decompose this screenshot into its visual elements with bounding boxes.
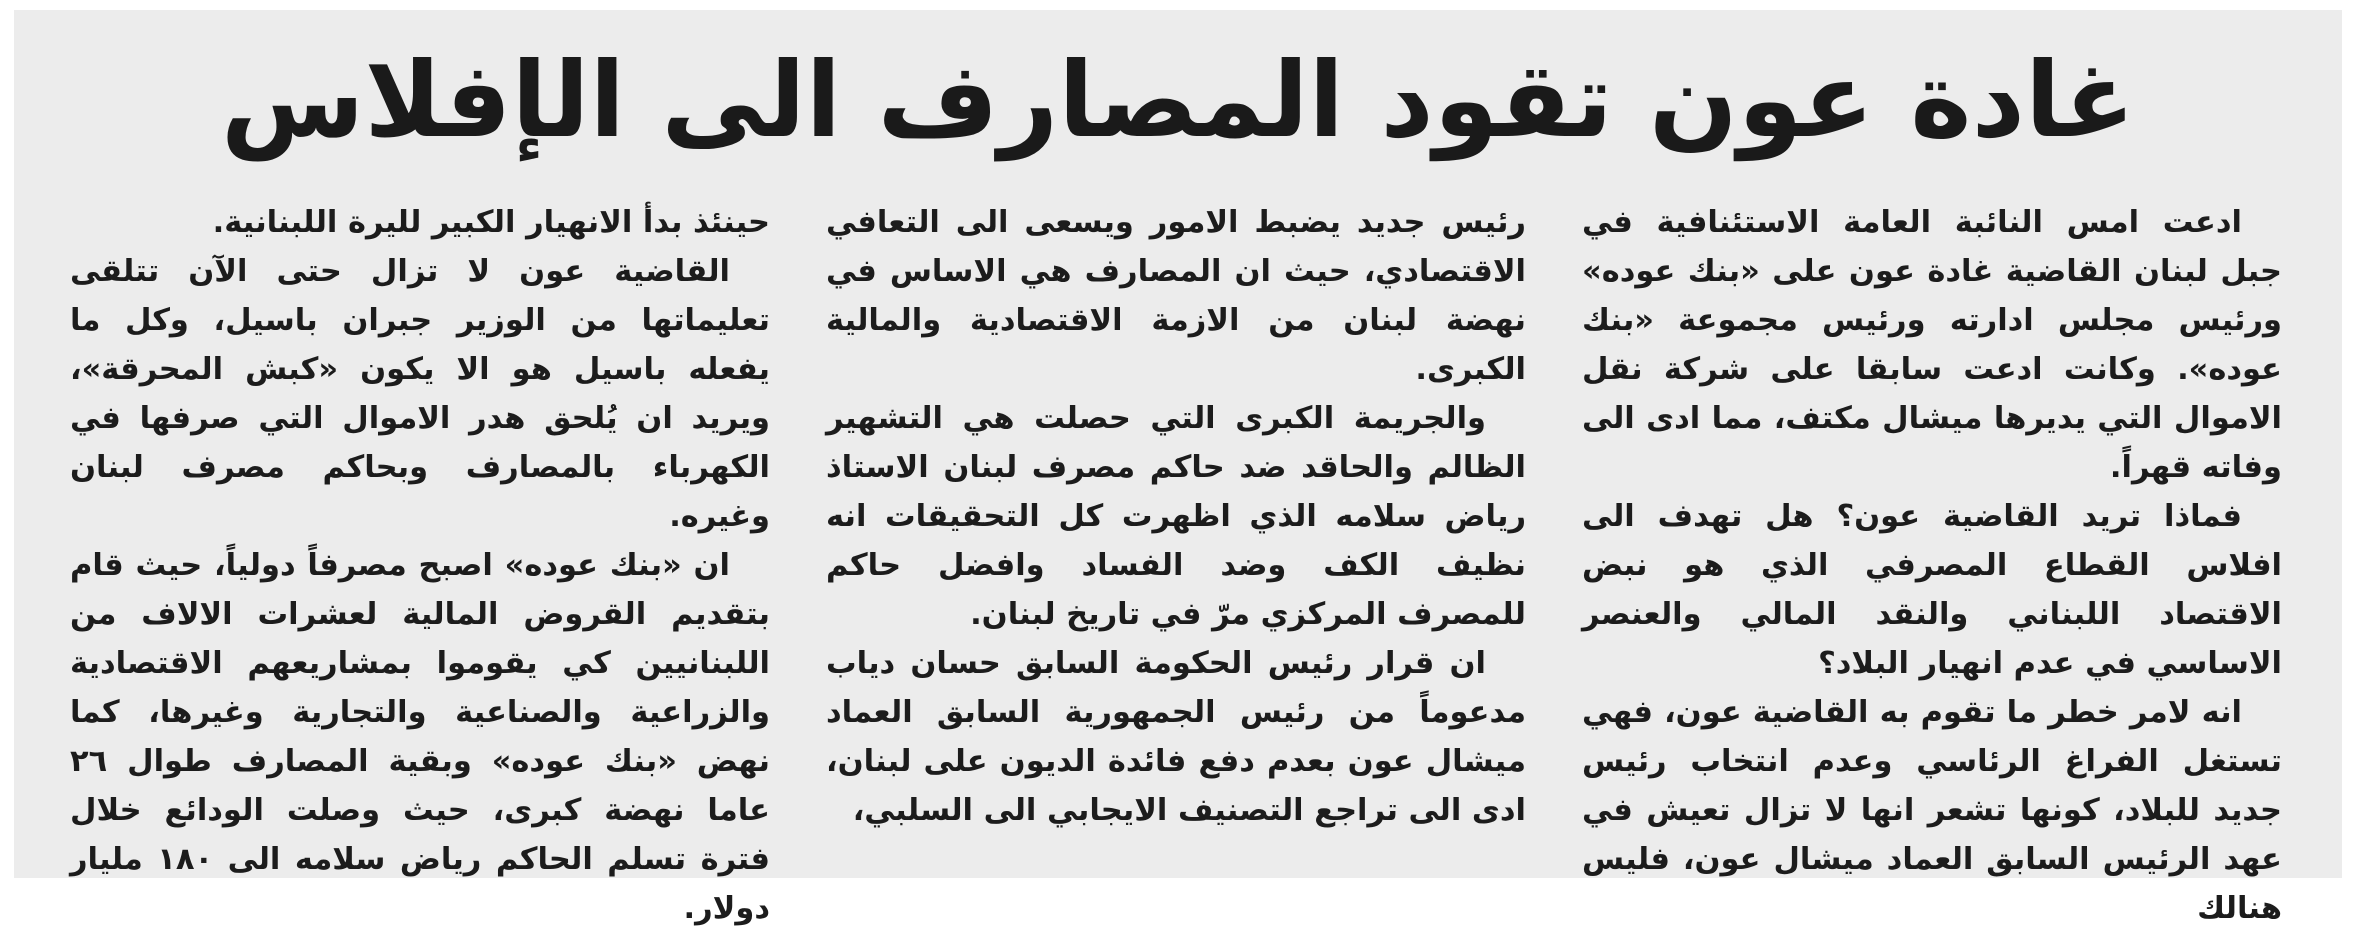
- article-paragraph: فماذا تريد القاضية عون؟ هل تهدف الى افلاس القطاع المصرفي الذي هو نبض الاقتصاد اللبناني والنقد المالي والعنصر الاساسي في عدم انهيار البلاد؟: [1582, 499, 2282, 681]
- article-paragraph: رئيس جديد يضبط الامور ويسعى الى التعافي الاقتصادي، حيث ان المصارف هي الاساس في نهضة لبنان من الازمة الاقتصادية والمالية الكبرى.: [826, 205, 1526, 387]
- article-paragraph: القاضية عون لا تزال حتى الآن تتلقى تعليماتها من الوزير جبران باسيل، وكل ما يفعله باسيل هو الا يكون «كبش المحرقة»، ويريد ان يُلحق هدر الاموال التي صرفها في الكهرباء بالمصارف وبحاكم مصرف لبنان وغيره.: [70, 254, 770, 534]
- article-column-3: [70, 198, 771, 926]
- article-paragraph: انه لامر خطر ما تقوم به القاضية عون، فهي تستغل الفراغ الرئاسي وعدم انتخاب رئيس جديد للبلاد، كونها تشعر انها لا تزال تعيش في عهد الرئيس السابق العماد ميشال عون، فليس هنالك: [1582, 695, 2282, 926]
- article-column-1: [1582, 198, 2282, 926]
- article-headline: غادة عون تقود المصارف الى الإفلاس: [220, 39, 2136, 161]
- article-paragraph: والجريمة الكبرى التي حصلت هي التشهير الظالم والحاقد ضد حاكم مصرف لبنان الاستاذ رياض سلامه الذي اظهرت كل التحقيقات انه نظيف الكف وضد الفساد وافضل حاكم للمصرف المركزي مرّ في تاريخ لبنان.: [826, 401, 1526, 632]
- article-paragraph: ان «بنك عوده» اصبح مصرفاً دولياً، حيث قام بتقديم القروض المالية لعشرات الالاف من اللبنانيين كي يقوموا بمشاريعهم الاقتصادية والزراعية والصناعية والتجارية وغيرها، كما نهض «بنك عوده» وبقية المصارف طوال ٢٦ عاما نهضة كبرى، حيث وصلت الودائع خلال فترة تسلم الحاكم رياض سلامه الى ١٨٠ مليار دولار.: [70, 548, 771, 926]
- article-column-2: [826, 198, 1526, 868]
- newspaper-clipping: [14, 10, 2342, 926]
- article-paragraph: ادعت امس النائبة العامة الاستئنافية في جبل لبنان القاضية غادة عون على «بنك عوده» ورئيس مجلس ادارته ورئيس مجموعة «بنك عوده». وكانت ادعت سابقا على شركة نقل الاموال التي يديرها ميشال مكتف، مما ادى الى وفاته قهراً.: [1582, 205, 2282, 485]
- article-paragraph: ان قرار رئيس الحكومة السابق حسان دياب مدعوماً من رئيس الجمهورية السابق العماد ميشال عون بعدم دفع فائدة الديون على لبنان، ادى الى تراجع التصنيف الايجابي الى السلبي،: [826, 646, 1526, 828]
- article-body: [70, 198, 2282, 926]
- article-paragraph: حينئذ بدأ الانهيار الكبير لليرة اللبنانية.: [212, 205, 770, 240]
